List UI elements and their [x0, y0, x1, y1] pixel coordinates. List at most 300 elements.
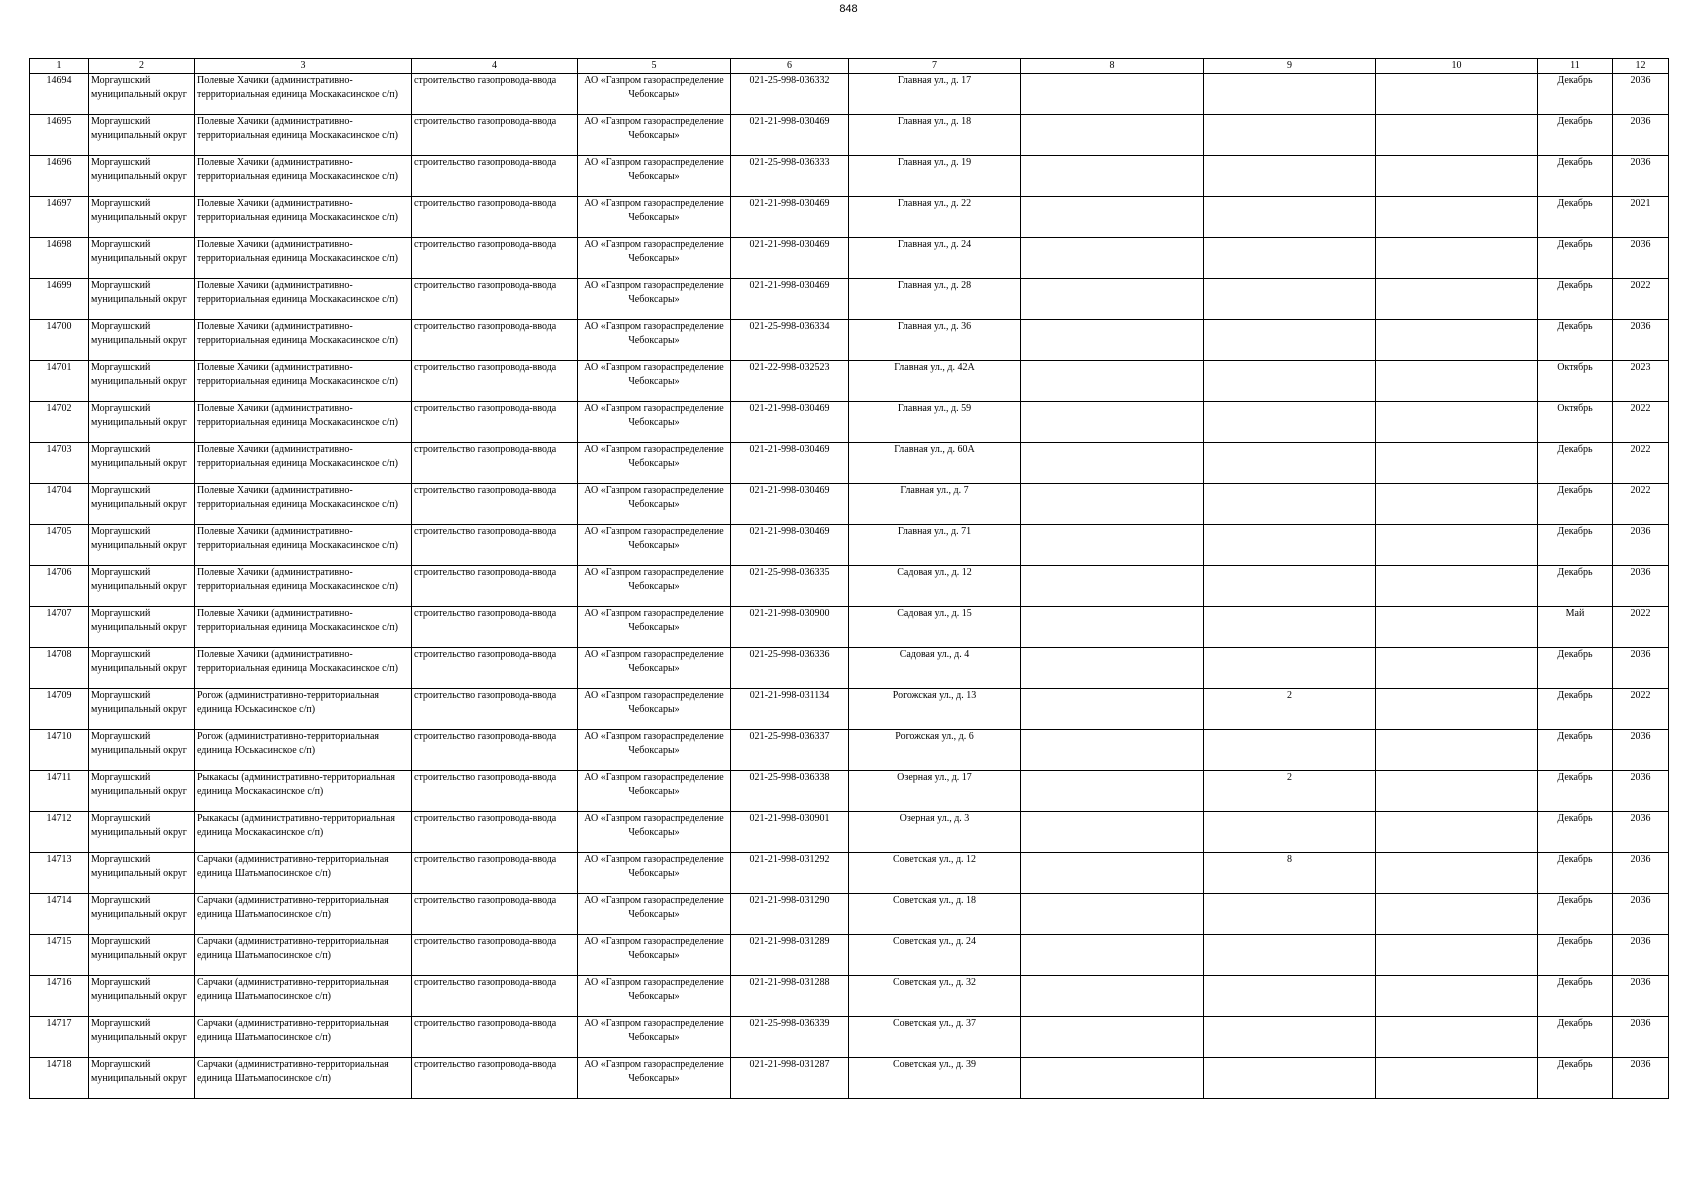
row-number-cell-text: 14713: [46, 854, 72, 865]
settlement-cell: [195, 566, 412, 607]
work-type-cell: [412, 730, 578, 771]
column-10-cell-text: [1378, 74, 1535, 114]
column-9-cell: [1204, 730, 1376, 771]
settlement-cell-text: Сарчаки (административно-территориальная единица Шатьмапосинское с/п): [197, 1059, 389, 1084]
district-cell-text: Моргаушский муниципальный округ: [91, 854, 187, 879]
district-cell: [89, 197, 195, 238]
year-cell-text: 2036: [1630, 567, 1651, 578]
organization-cell: [578, 689, 731, 730]
object-code-cell-text: 021-25-998-036339: [749, 1018, 830, 1029]
object-code-cell: [731, 648, 849, 689]
year-cell-text: 2022: [1630, 403, 1651, 414]
column-10-cell-text: [1378, 115, 1535, 155]
address-cell: [849, 771, 1021, 812]
column-10-cell-text: [1378, 525, 1535, 565]
column-10-cell-text: [1378, 689, 1535, 729]
object-code-cell-text: 021-25-998-036334: [749, 321, 830, 332]
organization-cell: [578, 484, 731, 525]
address-cell: [849, 74, 1021, 115]
district-cell-text: Моргаушский муниципальный округ: [91, 649, 187, 674]
work-type-cell-text: строительство газопровода-ввода: [414, 444, 557, 455]
column-10-cell-text: [1378, 1017, 1535, 1057]
column-9-cell-text: [1206, 484, 1373, 524]
row-number-cell-text: 14696: [46, 157, 72, 168]
column-10-cell-text: [1378, 730, 1535, 770]
row-number-cell: [30, 894, 89, 935]
address-cell-text: Главная ул., д. 71: [897, 526, 972, 537]
work-type-cell: [412, 894, 578, 935]
table-row: [30, 156, 1669, 197]
settlement-cell: [195, 1058, 412, 1099]
address-cell: [849, 812, 1021, 853]
column-8-cell: [1021, 976, 1204, 1017]
column-8-cell-text: [1023, 361, 1201, 401]
column-10-cell: [1376, 238, 1538, 279]
organization-cell: [578, 279, 731, 320]
organization-cell: [578, 648, 731, 689]
year-cell-text: 2036: [1630, 772, 1651, 783]
address-cell-text: Главная ул., д. 60А: [894, 444, 975, 455]
table-row: [30, 1017, 1669, 1058]
column-9-cell: [1204, 812, 1376, 853]
organization-cell: [578, 1058, 731, 1099]
address-cell: [849, 730, 1021, 771]
column-10-cell-text: [1378, 976, 1535, 1016]
settlement-cell: [195, 115, 412, 156]
work-type-cell-text: строительство газопровода-ввода: [414, 362, 557, 373]
address-cell-text: Главная ул., д. 42А: [894, 362, 975, 373]
year-cell: [1613, 279, 1669, 320]
column-9-cell-text: [1206, 812, 1373, 852]
month-cell-text: Декабрь: [1557, 198, 1593, 209]
table-row: [30, 771, 1669, 812]
column-10-cell: [1376, 484, 1538, 525]
column-10-cell: [1376, 197, 1538, 238]
work-type-cell: [412, 1058, 578, 1099]
organization-cell-text: АО «Газпром газораспределение Чебоксары»: [584, 731, 724, 756]
object-code-cell-text: 021-25-998-036335: [749, 567, 830, 578]
settlement-cell-text: Полевые Хачики (административно-территориальная единица Москакасинское с/п): [197, 157, 398, 182]
row-number-cell-text: 14698: [46, 239, 72, 250]
year-cell-text: 2036: [1630, 1059, 1651, 1070]
row-number-cell: [30, 525, 89, 566]
settlement-cell-text: Сарчаки (административно-территориальная единица Шатьмапосинское с/п): [197, 936, 389, 961]
row-number-cell: [30, 238, 89, 279]
object-code-cell: [731, 238, 849, 279]
column-header: 8: [1021, 59, 1204, 74]
organization-cell: [578, 197, 731, 238]
column-8-cell: [1021, 689, 1204, 730]
column-8-cell: [1021, 894, 1204, 935]
month-cell: [1538, 156, 1613, 197]
column-9-cell: [1204, 935, 1376, 976]
month-cell-text: Декабрь: [1557, 977, 1593, 988]
settlement-cell-text: Полевые Хачики (административно-территориальная единица Москакасинское с/п): [197, 321, 398, 346]
settlement-cell-text: Полевые Хачики (административно-территориальная единица Москакасинское с/п): [197, 444, 398, 469]
month-cell: [1538, 689, 1613, 730]
district-cell: [89, 935, 195, 976]
object-code-cell: [731, 771, 849, 812]
column-9-cell: [1204, 1017, 1376, 1058]
column-10-cell: [1376, 74, 1538, 115]
column-9-cell: [1204, 566, 1376, 607]
year-cell: [1613, 443, 1669, 484]
year-cell: [1613, 976, 1669, 1017]
table-row: [30, 812, 1669, 853]
settlement-cell: [195, 525, 412, 566]
row-number-cell: [30, 361, 89, 402]
district-cell: [89, 976, 195, 1017]
organization-cell-text: АО «Газпром газораспределение Чебоксары»: [584, 116, 724, 141]
column-10-cell: [1376, 853, 1538, 894]
month-cell-text: Декабрь: [1557, 649, 1593, 660]
month-cell-text: Декабрь: [1557, 239, 1593, 250]
table-row: [30, 74, 1669, 115]
row-number-cell: [30, 443, 89, 484]
address-cell: [849, 402, 1021, 443]
object-code-cell-text: 021-21-998-031292: [749, 854, 830, 865]
column-8-cell: [1021, 361, 1204, 402]
column-9-cell: [1204, 976, 1376, 1017]
settlement-cell-text: Сарчаки (административно-территориальная единица Шатьмапосинское с/п): [197, 977, 389, 1002]
object-code-cell-text: 021-21-998-030469: [749, 403, 830, 414]
month-cell: [1538, 730, 1613, 771]
settlement-cell-text: Рыкакасы (административно-территориальная единица Москакасинское с/п): [197, 813, 395, 838]
object-code-cell-text: 021-25-998-036338: [749, 772, 830, 783]
district-cell-text: Моргаушский муниципальный округ: [91, 772, 187, 797]
month-cell-text: Декабрь: [1557, 772, 1593, 783]
year-cell-text: 2022: [1630, 280, 1651, 291]
column-10-cell-text: [1378, 484, 1535, 524]
month-cell-text: Декабрь: [1557, 444, 1593, 455]
settlement-cell-text: Полевые Хачики (административно-территориальная единица Москакасинское с/п): [197, 567, 398, 592]
address-cell: [849, 525, 1021, 566]
table-row: [30, 894, 1669, 935]
district-cell: [89, 525, 195, 566]
column-8-cell-text: [1023, 566, 1201, 606]
month-cell-text: Май: [1565, 608, 1585, 619]
year-cell: [1613, 566, 1669, 607]
address-cell-text: Главная ул., д. 18: [897, 116, 972, 127]
column-8-cell-text: [1023, 1058, 1201, 1098]
address-cell-text: Садовая ул., д. 12: [897, 567, 972, 578]
year-cell: [1613, 812, 1669, 853]
row-number-cell: [30, 320, 89, 361]
row-number-cell: [30, 976, 89, 1017]
column-8-cell: [1021, 771, 1204, 812]
column-9-cell: [1204, 74, 1376, 115]
row-number-cell-text: 14711: [46, 772, 72, 783]
column-8-cell: [1021, 853, 1204, 894]
column-9-cell-text: 2: [1287, 690, 1292, 701]
column-9-cell-text: [1206, 361, 1373, 401]
address-cell-text: Озерная ул., д. 3: [899, 813, 970, 824]
address-cell: [849, 156, 1021, 197]
column-8-cell: [1021, 402, 1204, 443]
organization-cell: [578, 730, 731, 771]
month-cell-text: Декабрь: [1557, 936, 1593, 947]
address-cell: [849, 320, 1021, 361]
month-cell-text: Декабрь: [1557, 690, 1593, 701]
settlement-cell-text: Сарчаки (административно-территориальная единица Шатьмапосинское с/п): [197, 854, 389, 879]
column-10-cell: [1376, 812, 1538, 853]
row-number-cell-text: 14704: [46, 485, 72, 496]
settlement-cell: [195, 1017, 412, 1058]
table-row: [30, 361, 1669, 402]
table-row: [30, 443, 1669, 484]
object-code-cell-text: 021-21-998-030469: [749, 280, 830, 291]
column-9-cell: [1204, 484, 1376, 525]
column-9-cell-text: [1206, 648, 1373, 688]
month-cell: [1538, 648, 1613, 689]
settlement-cell-text: Рогож (административно-территориальная единица Юськасинское с/п): [197, 731, 380, 756]
column-header: 11: [1538, 59, 1613, 74]
column-9-cell-text: [1206, 197, 1373, 237]
column-8-cell: [1021, 607, 1204, 648]
address-cell-text: Главная ул., д. 24: [897, 239, 972, 250]
row-number-cell-text: 14708: [46, 649, 72, 660]
settlement-cell-text: Рыкакасы (административно-территориальная единица Москакасинское с/п): [197, 772, 395, 797]
year-cell: [1613, 1058, 1669, 1099]
district-cell-text: Моргаушский муниципальный округ: [91, 1059, 187, 1084]
work-type-cell: [412, 279, 578, 320]
column-8-cell-text: [1023, 976, 1201, 1016]
work-type-cell-text: строительство газопровода-ввода: [414, 1059, 557, 1070]
organization-cell: [578, 566, 731, 607]
district-cell: [89, 730, 195, 771]
work-type-cell: [412, 402, 578, 443]
settlement-cell: [195, 361, 412, 402]
column-8-cell: [1021, 156, 1204, 197]
work-type-cell: [412, 812, 578, 853]
district-cell: [89, 361, 195, 402]
year-cell-text: 2036: [1630, 239, 1651, 250]
settlement-cell-text: Полевые Хачики (административно-территориальная единица Москакасинское с/п): [197, 362, 398, 387]
organization-cell: [578, 976, 731, 1017]
object-code-cell-text: 021-21-998-031290: [749, 895, 830, 906]
row-number-cell: [30, 730, 89, 771]
month-cell: [1538, 402, 1613, 443]
object-code-cell-text: 021-21-998-031289: [749, 936, 830, 947]
work-type-cell-text: строительство газопровода-ввода: [414, 116, 557, 127]
address-cell-text: Главная ул., д. 36: [897, 321, 972, 332]
settlement-cell-text: Полевые Хачики (административно-территориальная единица Москакасинское с/п): [197, 116, 398, 141]
object-code-cell: [731, 402, 849, 443]
work-type-cell: [412, 566, 578, 607]
column-9-cell: [1204, 197, 1376, 238]
work-type-cell: [412, 361, 578, 402]
column-8-cell-text: [1023, 607, 1201, 647]
settlement-cell-text: Полевые Хачики (административно-территориальная единица Москакасинское с/п): [197, 608, 398, 633]
organization-cell-text: АО «Газпром газораспределение Чебоксары»: [584, 1059, 724, 1084]
district-cell: [89, 74, 195, 115]
address-cell-text: Озерная ул., д. 17: [897, 772, 972, 783]
organization-cell-text: АО «Газпром газораспределение Чебоксары»: [584, 567, 724, 592]
district-cell-text: Моргаушский муниципальный округ: [91, 690, 187, 715]
address-cell: [849, 935, 1021, 976]
settlement-cell-text: Полевые Хачики (административно-территориальная единица Москакасинское с/п): [197, 198, 398, 223]
column-header: 5: [578, 59, 731, 74]
organization-cell-text: АО «Газпром газораспределение Чебоксары»: [584, 75, 724, 100]
row-number-cell-text: 14700: [46, 321, 72, 332]
organization-cell: [578, 525, 731, 566]
row-number-cell: [30, 115, 89, 156]
settlement-cell: [195, 730, 412, 771]
district-cell: [89, 443, 195, 484]
column-10-cell-text: [1378, 1058, 1535, 1098]
work-type-cell: [412, 771, 578, 812]
address-cell: [849, 279, 1021, 320]
column-9-cell: [1204, 771, 1376, 812]
month-cell: [1538, 812, 1613, 853]
month-cell-text: Декабрь: [1557, 854, 1593, 865]
object-code-cell: [731, 115, 849, 156]
organization-cell-text: АО «Газпром газораспределение Чебоксары»: [584, 403, 724, 428]
column-8-cell-text: [1023, 648, 1201, 688]
column-8-cell: [1021, 443, 1204, 484]
year-cell-text: 2036: [1630, 649, 1651, 660]
address-cell-text: Садовая ул., д. 4: [899, 649, 970, 660]
object-code-cell: [731, 689, 849, 730]
object-code-cell: [731, 320, 849, 361]
district-cell: [89, 1017, 195, 1058]
month-cell: [1538, 935, 1613, 976]
column-8-cell-text: [1023, 935, 1201, 975]
organization-cell-text: АО «Газпром газораспределение Чебоксары»: [584, 157, 724, 182]
year-cell: [1613, 648, 1669, 689]
column-8-cell-text: [1023, 238, 1201, 278]
object-code-cell-text: 021-25-998-036336: [749, 649, 830, 660]
column-header: 1: [30, 59, 89, 74]
column-10-cell: [1376, 443, 1538, 484]
column-9-cell-text: [1206, 730, 1373, 770]
month-cell: [1538, 894, 1613, 935]
organization-cell: [578, 115, 731, 156]
month-cell-text: Декабрь: [1557, 526, 1593, 537]
work-type-cell: [412, 320, 578, 361]
row-number-cell-text: 14717: [46, 1018, 72, 1029]
work-type-cell-text: строительство газопровода-ввода: [414, 1018, 557, 1029]
month-cell: [1538, 607, 1613, 648]
year-cell-text: 2036: [1630, 977, 1651, 988]
row-number-cell-text: 14705: [46, 526, 72, 537]
object-code-cell: [731, 976, 849, 1017]
organization-cell: [578, 812, 731, 853]
column-9-cell-text: [1206, 976, 1373, 1016]
organization-cell-text: АО «Газпром газораспределение Чебоксары»: [584, 649, 724, 674]
work-type-cell-text: строительство газопровода-ввода: [414, 280, 557, 291]
column-10-cell-text: [1378, 361, 1535, 401]
column-9-cell: [1204, 607, 1376, 648]
month-cell-text: Декабрь: [1557, 1018, 1593, 1029]
object-code-cell-text: 021-21-998-031288: [749, 977, 830, 988]
district-cell-text: Моргаушский муниципальный округ: [91, 116, 187, 141]
row-number-cell-text: 14697: [46, 198, 72, 209]
row-number-cell-text: 14706: [46, 567, 72, 578]
column-8-cell-text: [1023, 402, 1201, 442]
column-9-cell-text: [1206, 74, 1373, 114]
district-cell: [89, 771, 195, 812]
work-type-cell-text: строительство газопровода-ввода: [414, 567, 557, 578]
work-type-cell-text: строительство газопровода-ввода: [414, 977, 557, 988]
row-number-cell-text: 14710: [46, 731, 72, 742]
column-10-cell-text: [1378, 197, 1535, 237]
address-cell-text: Главная ул., д. 22: [897, 198, 972, 209]
month-cell: [1538, 74, 1613, 115]
column-8-cell: [1021, 1017, 1204, 1058]
year-cell: [1613, 402, 1669, 443]
settlement-cell-text: Сарчаки (административно-территориальная единица Шатьмапосинское с/п): [197, 895, 389, 920]
district-cell-text: Моргаушский муниципальный округ: [91, 813, 187, 838]
organization-cell-text: АО «Газпром газораспределение Чебоксары»: [584, 977, 724, 1002]
column-10-cell-text: [1378, 320, 1535, 360]
work-type-cell: [412, 197, 578, 238]
column-9-cell-text: [1206, 935, 1373, 975]
object-code-cell-text: 021-22-998-032523: [749, 362, 830, 373]
year-cell-text: 2036: [1630, 321, 1651, 332]
organization-cell: [578, 1017, 731, 1058]
district-cell-text: Моргаушский муниципальный округ: [91, 895, 187, 920]
work-type-cell: [412, 607, 578, 648]
column-8-cell-text: [1023, 894, 1201, 934]
column-header: 6: [731, 59, 849, 74]
column-8-cell: [1021, 648, 1204, 689]
column-9-cell: [1204, 853, 1376, 894]
table-row: [30, 566, 1669, 607]
page-number: 848: [839, 3, 858, 15]
district-cell: [89, 320, 195, 361]
year-cell-text: 2036: [1630, 854, 1651, 865]
column-8-cell: [1021, 74, 1204, 115]
year-cell: [1613, 935, 1669, 976]
month-cell: [1538, 566, 1613, 607]
year-cell: [1613, 730, 1669, 771]
column-10-cell: [1376, 607, 1538, 648]
work-type-cell-text: строительство газопровода-ввода: [414, 403, 557, 414]
year-cell-text: 2036: [1630, 731, 1651, 742]
address-cell-text: Советская ул., д. 24: [892, 936, 977, 947]
work-type-cell-text: строительство газопровода-ввода: [414, 690, 557, 701]
month-cell-text: Октябрь: [1557, 403, 1593, 414]
table-row: [30, 853, 1669, 894]
row-number-cell: [30, 484, 89, 525]
district-cell-text: Моргаушский муниципальный округ: [91, 157, 187, 182]
object-code-cell-text: 021-25-998-036337: [749, 731, 830, 742]
organization-cell-text: АО «Газпром газораспределение Чебоксары»: [584, 362, 724, 387]
year-cell: [1613, 771, 1669, 812]
year-cell-text: 2023: [1630, 362, 1651, 373]
column-10-cell: [1376, 1017, 1538, 1058]
district-cell-text: Моргаушский муниципальный округ: [91, 444, 187, 469]
table-row: [30, 484, 1669, 525]
column-9-cell-text: [1206, 894, 1373, 934]
address-cell-text: Советская ул., д. 32: [892, 977, 977, 988]
year-cell-text: 2036: [1630, 526, 1651, 537]
year-cell-text: 2022: [1630, 608, 1651, 619]
column-8-cell: [1021, 238, 1204, 279]
object-code-cell-text: 021-21-998-030469: [749, 485, 830, 496]
work-type-cell-text: строительство газопровода-ввода: [414, 526, 557, 537]
column-9-cell-text: [1206, 402, 1373, 442]
organization-cell-text: АО «Газпром газораспределение Чебоксары»: [584, 813, 724, 838]
column-9-cell-text: [1206, 1058, 1373, 1098]
address-cell-text: Рогожская ул., д. 6: [895, 731, 974, 742]
address-cell-text: Главная ул., д. 17: [897, 75, 972, 86]
column-10-cell-text: [1378, 894, 1535, 934]
district-cell-text: Моргаушский муниципальный округ: [91, 485, 187, 510]
column-8-cell: [1021, 935, 1204, 976]
work-type-cell-text: строительство газопровода-ввода: [414, 854, 557, 865]
